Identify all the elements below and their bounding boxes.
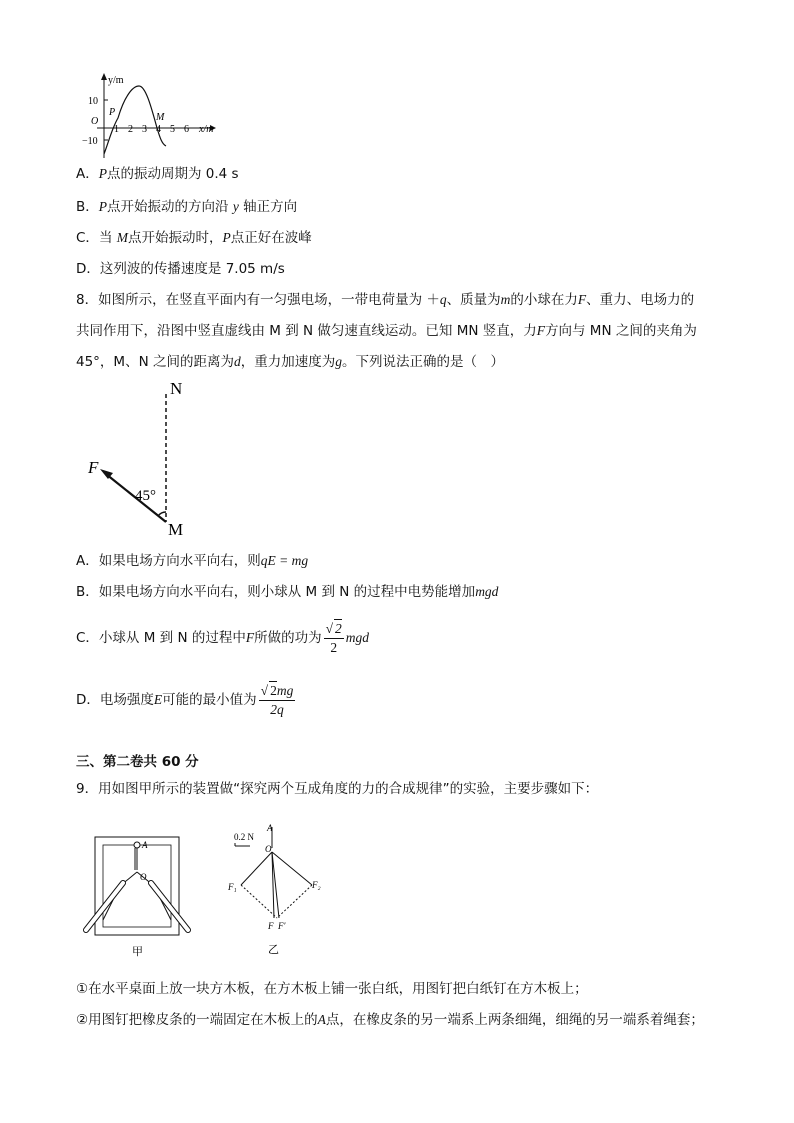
label-f: F <box>268 921 274 931</box>
x-tick: 2 <box>128 124 133 135</box>
wave-graph <box>82 70 227 158</box>
f2-vector <box>272 852 312 885</box>
q8-option-b: B．如果电场方向水平向右，则小球从 M 到 N 的过程中电势能增加mgd <box>76 584 499 600</box>
q8-stem-line2: 共同作用下，沿图中竖直虚线由 M 到 N 做匀速直线运动。已知 MN 竖直，力F方向与 MN 之间的夹角为 <box>76 323 697 339</box>
x-axis-label: x/m <box>199 124 214 135</box>
origin-label: O <box>91 116 99 127</box>
caption-jia: 甲 <box>132 946 143 958</box>
label-f1: F₁ <box>228 882 237 892</box>
x-tick: 4 <box>156 124 161 135</box>
q7-option-a: A．P点的振动周期为 0.4 s <box>76 166 239 182</box>
label-f: F <box>88 458 99 477</box>
label-n: N <box>170 379 183 398</box>
q9-figure-jia <box>78 830 198 960</box>
section-title: 三、第二卷共 60 分 <box>76 754 199 770</box>
x-tick: 1 <box>114 124 119 135</box>
q8-option-c: C．小球从 M 到 N 的过程中F所做的功为 $\frac{√ 2}{2}$ mgd <box>76 621 370 655</box>
x-tick: 5 <box>170 124 175 135</box>
caption-yi: 乙 <box>268 944 279 956</box>
point-p-label: P <box>109 107 116 118</box>
q7-option-b: B．P点开始振动的方向沿 y 轴正方向 <box>76 199 298 215</box>
pin-a <box>134 842 140 848</box>
scale-label: 0.2 N <box>234 832 254 842</box>
y-tick-10: 10 <box>88 96 98 107</box>
x-tick: 3 <box>142 124 147 135</box>
label-m: M <box>168 520 184 539</box>
y-axis-label: y/m <box>108 75 124 86</box>
label-fprime: F′ <box>278 921 286 931</box>
angle-arc <box>158 512 166 516</box>
q8-stem-line3: 45°，M、N 之间的距离为d，重力加速度为g。下列说法正确的是（ ） <box>76 354 504 370</box>
label-a: A <box>142 840 148 850</box>
x-tick: 6 <box>184 124 189 135</box>
q7-option-d: D．这列波的传播速度是 7.05 m/s <box>76 261 285 277</box>
angle-label: 45° <box>135 488 156 504</box>
fraction: $\frac{√ 2}{2}$ <box>325 621 342 655</box>
x-ticks <box>114 124 189 135</box>
q9-figure-yi <box>222 822 332 962</box>
q8-option-a: A．如果电场方向水平向右，则qE = mg <box>76 553 309 569</box>
label-o: O <box>140 872 147 882</box>
q9-step2: ②用图钉把橡皮条的一端固定在木板上的A点，在橡皮条的另一端系上两条细绳，细绳的另一端系着绳套； <box>76 1012 704 1028</box>
q7-option-c: C．当 M点开始振动时，P点正好在波峰 <box>76 230 312 246</box>
label-o: O <box>265 844 272 854</box>
q8-option-d: D．电场强度E可能的最小值为 $\frac{√ 2mg}{2q}$ <box>76 683 294 717</box>
label-a: A <box>267 823 273 833</box>
y-tick-neg10: −10 <box>82 136 98 147</box>
q9-step1: ①在水平桌面上放一块方木板，在方木板上铺一张白纸，用图钉把白纸钉在方木板上； <box>76 981 588 997</box>
f1-vector <box>241 852 272 885</box>
q9-stem: 9．用如图甲所示的装置做“探究两个互成角度的力的合成规律”的实验，主要步骤如下： <box>76 781 599 797</box>
q8-force-diagram <box>82 372 202 542</box>
q8-stem-line1: 8．如图所示，在竖直平面内有一匀强电场，一带电荷量为 ＋q、质量为m的小球在力F、重力、电场力的 <box>76 292 695 308</box>
fraction: $\frac{√ 2mg}{2q}$ <box>260 683 294 717</box>
point-m-label: M <box>156 112 165 123</box>
label-f2: F₂ <box>312 880 321 890</box>
